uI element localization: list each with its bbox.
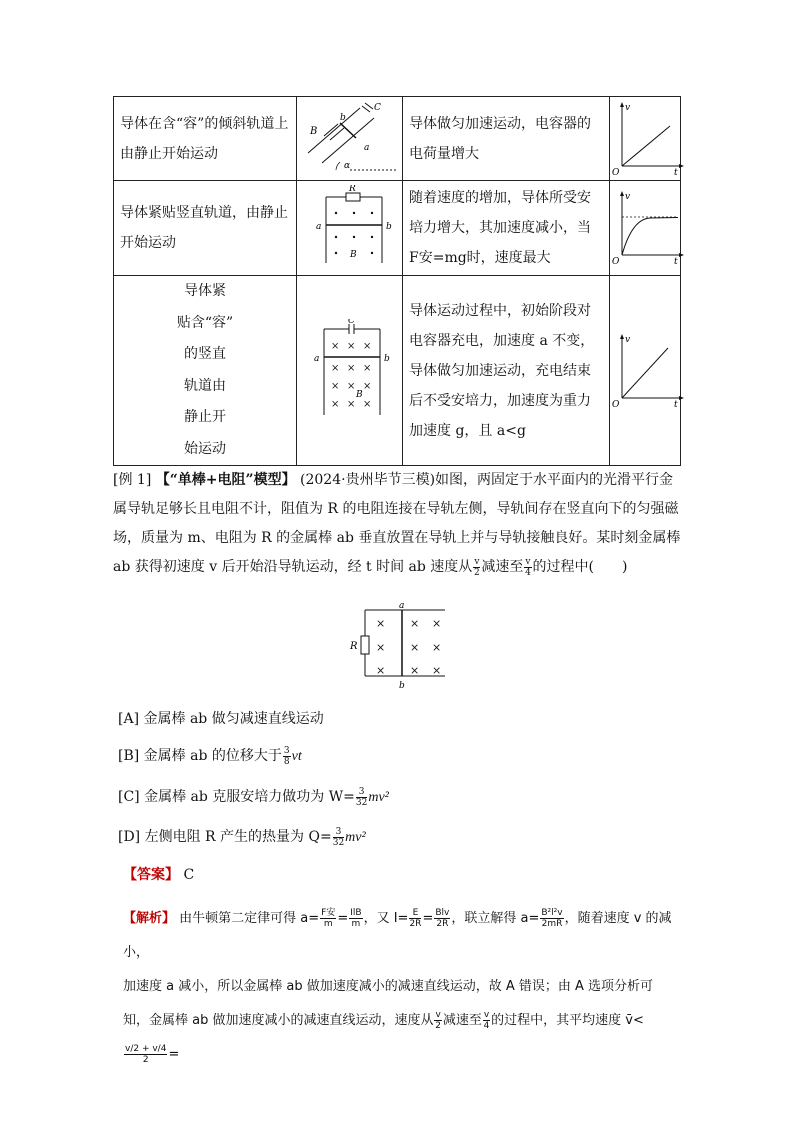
point-label-a: a [313, 353, 319, 364]
example-question [113, 466, 685, 582]
fraction-den: 2mR [541, 919, 563, 929]
analysis-text: 知，金属棒 ab 做加速度减小的减速直线运动，速度从 [123, 1013, 434, 1028]
vertical-rail-resistor-figure [297, 181, 403, 276]
option-tail: mv² [345, 830, 366, 845]
description-line: 贴含“容” [176, 314, 234, 331]
analysis-text: ，联立解得 a= [451, 911, 540, 926]
fraction-num: IlB [350, 908, 362, 918]
analysis-line [123, 1004, 683, 1072]
fraction [540, 908, 563, 929]
example-label: [例 1] [113, 472, 152, 488]
v-t-graph [610, 97, 681, 181]
v-t-graph [610, 181, 681, 276]
model-description: 导体在含“容”的倾斜轨道上由静止开始运动 [114, 97, 297, 181]
rail-circuit-figure [345, 602, 447, 694]
option-key: [C] [118, 789, 140, 805]
svg-text:×: × [346, 380, 355, 392]
model-result: 导体做匀加速运动，电容器的电荷量增大 [403, 97, 610, 181]
analysis-text: 的过程中，其平均速度 v̄< [491, 1013, 644, 1028]
fraction-num: 3 [283, 745, 290, 756]
field-label-B: B [355, 389, 363, 400]
option-a [118, 708, 324, 728]
svg-text:×: × [362, 362, 371, 374]
description-line: 始运动 [184, 440, 226, 457]
example-model: 【“单棒+电阻”模型】 [155, 472, 296, 488]
fraction-num: E [409, 908, 421, 919]
analysis-block [123, 902, 683, 1072]
point-label-a: a [315, 222, 321, 232]
svg-text:×: × [330, 340, 339, 352]
description-line: 轨道由 [184, 377, 226, 394]
rod-end-a: a [399, 602, 405, 611]
fraction-den: m [351, 919, 361, 929]
option-tail: mv² [368, 790, 389, 805]
fraction-num: 3 [356, 787, 367, 798]
option-text: 左侧电阻 R 产生的热量为 Q= [144, 829, 332, 845]
option-key: [D] [118, 829, 141, 845]
field-cross: × [376, 617, 386, 630]
fraction-num: 3 [333, 827, 344, 838]
svg-text:×: × [330, 398, 339, 410]
fraction [124, 1044, 167, 1065]
point-label-b: b [383, 353, 390, 364]
option-c [118, 786, 389, 808]
inclined-rail-capacitor-figure [297, 97, 403, 181]
fraction-num: v [435, 1010, 441, 1020]
model-result: 导体运动过程中，初始阶段对电容器充电，加速度 a 不变，导体做匀加速运动，充电结束后不受安培力，加速度为重力加速度 g，且 a<g [403, 276, 610, 466]
angle-label: α [343, 160, 350, 171]
axis-origin: O [612, 257, 620, 265]
field-cross: × [376, 641, 386, 654]
svg-text:×: × [346, 398, 355, 410]
option-text: 金属棒 ab 克服安培力做功为 W= [144, 789, 355, 805]
fraction-den: 2R [409, 919, 422, 929]
answer-label: 【答案】 [123, 867, 179, 883]
model-table [113, 96, 681, 466]
analysis-line: 【解析】 由牛顿第二定律可得 a= $\frac{\text{F安}}{m}$ = $\frac{\text{IlB}}{m}$ ，又 I= $\frac{E}{2R}$ = $\frac{\text{Blv}}{2R}$ ，联立解得 a= $\frac{\text{B²l²v}}{2mR}$ ，随着速度 v 的减小， [123, 908, 672, 960]
capacitor-label: C [347, 318, 355, 326]
fraction-den: 4 [483, 1021, 490, 1031]
svg-text:×: × [362, 398, 371, 410]
fraction [434, 908, 450, 929]
example-source: (2024·贵州毕节三模) [300, 472, 436, 488]
table-row [114, 276, 681, 466]
field-cross: × [410, 617, 420, 630]
resistor-label: R [348, 185, 356, 194]
analysis-text: ，又 I= [363, 911, 409, 926]
fraction-den: 2 [142, 1055, 149, 1065]
field-cross: × [410, 664, 420, 677]
point-label-a: a [363, 142, 369, 153]
analysis-line: 加速度 a 减小，所以金属棒 ab 做加速度减小的减速直线运动，故 A 错误；由 A 选项分析可 [123, 979, 654, 994]
rod-end-b: b [399, 681, 405, 690]
answer-value: C [183, 867, 195, 883]
analysis-text: = [168, 1047, 180, 1062]
svg-text:×: × [362, 380, 371, 392]
fraction-num: v [474, 556, 480, 567]
fraction [409, 908, 421, 929]
fraction-num: v [483, 1010, 490, 1020]
axis-label-t: t [674, 257, 678, 265]
fraction-num: v/2 + v/4 [125, 1044, 167, 1054]
description-line: 导体紧 [184, 283, 226, 299]
svg-text:×: × [346, 362, 355, 374]
option-text: 金属棒 ab 做匀减速直线运动 [143, 711, 324, 727]
fraction [320, 908, 336, 929]
field-cross: × [432, 617, 442, 630]
model-description: 导体紧贴竖直轨道，由静止开始运动 [114, 181, 297, 276]
resistor-label: R [350, 641, 358, 652]
analysis-label: 【解析】 [123, 911, 176, 926]
fraction [473, 557, 480, 578]
svg-text:×: × [330, 380, 339, 392]
fraction [333, 827, 344, 848]
svg-text:×: × [346, 340, 355, 352]
analysis-text: 减速至 [442, 1013, 482, 1028]
field-cross: × [432, 641, 442, 654]
option-tail: vt [291, 749, 302, 764]
example-body: 如图，两固定于水平面内的光滑平行金属导轨足够长且电阻不计，阻值为 R 的电阻连接在导轨左侧，导轨间存在竖直向下的匀强磁场，质量为 m、电阻为 R 的金属棒 ab 垂直放置在导轨上并与导轨接触良好。某时刻金属棒 ab 获得初速度 v 后开始沿导轨运动，经 t 时间 ab 速度从 [113, 472, 681, 575]
point-label-b: b [339, 112, 346, 123]
answer-line [123, 864, 194, 884]
analysis-text: 由牛顿第二定律可得 a= [179, 911, 320, 926]
point-label-b: b [385, 222, 392, 232]
svg-text:×: × [362, 340, 371, 352]
field-label-B: B [309, 125, 317, 137]
fraction-den: m [323, 919, 333, 929]
fraction [524, 557, 531, 578]
option-key: [A] [118, 711, 140, 727]
option-key: [B] [118, 748, 140, 764]
description-line: 静止开 [184, 409, 226, 425]
fraction [434, 1010, 441, 1031]
axis-label-v: v [625, 192, 631, 202]
field-label-B: B [349, 250, 357, 260]
axis-origin: O [612, 167, 620, 176]
analysis-text: ，随着速度 v 的减小， [123, 911, 672, 960]
fraction-den: 8 [283, 756, 290, 767]
option-text: 金属棒 ab 的位移大于 [143, 748, 282, 764]
axis-label-v: v [625, 334, 631, 345]
fraction [356, 787, 367, 808]
fraction [483, 1010, 490, 1031]
description-line: 的竖直 [184, 346, 226, 362]
option-b [118, 745, 302, 767]
axis-label-t: t [674, 399, 678, 408]
fraction-den: 2 [435, 1021, 442, 1031]
fraction-den: 2 [473, 567, 480, 578]
vertical-rail-capacitor-figure [297, 276, 403, 466]
axis-origin: O [612, 399, 620, 408]
field-cross: × [432, 664, 442, 677]
field-cross: × [376, 664, 386, 677]
axis-label-v: v [625, 102, 631, 113]
option-d [118, 826, 366, 848]
fraction [349, 908, 362, 929]
fraction-num: v [525, 556, 531, 567]
capacitor-label: C [373, 102, 381, 113]
fraction-den: 4 [525, 567, 531, 578]
model-description [114, 276, 297, 466]
svg-text:×: × [330, 362, 339, 374]
field-cross: × [410, 641, 420, 654]
fraction-den: 32 [355, 797, 368, 808]
example-body: 减速至 [481, 559, 524, 575]
fraction-den: 2R [436, 919, 449, 929]
table-row [114, 97, 681, 181]
v-t-graph [610, 276, 681, 466]
table-row [114, 181, 681, 276]
fraction-num: F安 [321, 908, 336, 918]
example-body: 的过程中( ) [532, 559, 628, 575]
model-result: 随着速度的增加，导体所受安培力增大，其加速度减小，当 F安=mg时，速度最大 [403, 181, 610, 276]
axis-label-t: t [674, 167, 678, 176]
fraction-num: B²l²v [541, 908, 563, 918]
fraction [283, 746, 291, 767]
fraction-num: Blv [435, 908, 450, 918]
fraction-den: 32 [332, 837, 345, 848]
example-text [113, 466, 685, 582]
